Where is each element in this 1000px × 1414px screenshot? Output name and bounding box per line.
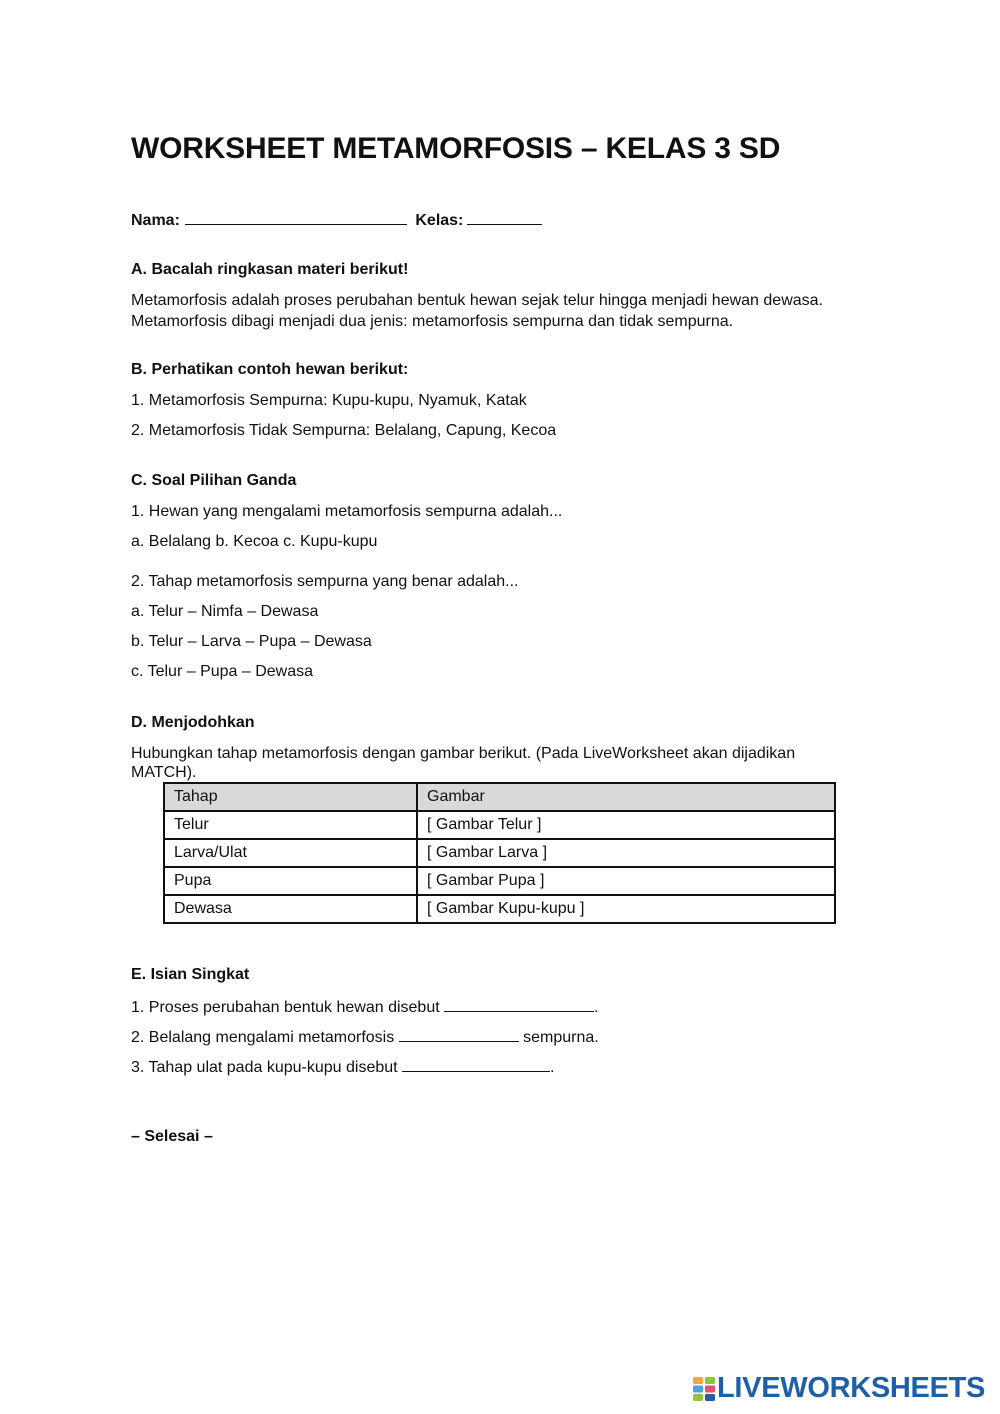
- question-2-option[interactable]: c. Telur – Pupa – Dewasa: [131, 663, 314, 680]
- page-title: WORKSHEET METAMORFOSIS – KELAS 3 SD: [131, 132, 781, 165]
- question-1-options[interactable]: a. Belalang b. Kecoa c. Kupu-kupu: [131, 533, 378, 550]
- section-b-item: 2. Metamorfosis Tidak Sempurna: Belalang, Capung, Kecoa: [131, 422, 557, 439]
- question-2: 2. Tahap metamorfosis sempurna yang benar adalah...: [131, 573, 519, 590]
- question-2-option[interactable]: a. Telur – Nimfa – Dewasa: [131, 603, 319, 620]
- table-row: [164, 867, 835, 895]
- fill-question-2: [131, 1027, 599, 1047]
- fill-question-1: [131, 997, 599, 1017]
- section-e-heading: E. Isian Singkat: [131, 966, 250, 983]
- table-cell[interactable]: [ Gambar Kupu-kupu ]: [417, 895, 835, 923]
- table-cell[interactable]: Larva/Ulat: [164, 839, 417, 867]
- fill-question-text: 2. Belalang mengalami metamorfosis: [131, 1029, 395, 1046]
- table-cell[interactable]: Telur: [164, 811, 417, 839]
- table-header: Gambar: [417, 783, 835, 811]
- table-cell[interactable]: Dewasa: [164, 895, 417, 923]
- fill-question-suffix: .: [550, 1059, 555, 1076]
- table-cell[interactable]: [ Gambar Pupa ]: [417, 867, 835, 895]
- fill-question-text: 1. Proses perubahan bentuk hewan disebut: [131, 999, 440, 1016]
- answer-blank[interactable]: [444, 997, 594, 1012]
- table-header: Tahap: [164, 783, 417, 811]
- table-row: [164, 895, 835, 923]
- nama-label: Nama:: [131, 212, 180, 229]
- table-row: [164, 839, 835, 867]
- kelas-label: Kelas:: [415, 212, 464, 229]
- kelas-blank[interactable]: [467, 210, 542, 225]
- answer-blank[interactable]: [402, 1057, 550, 1072]
- section-b-heading: B. Perhatikan contoh hewan berikut:: [131, 361, 409, 378]
- closing-text: – Selesai –: [131, 1128, 213, 1145]
- question-1: 1. Hewan yang mengalami metamorfosis sempurna adalah...: [131, 503, 563, 520]
- section-b-item: 1. Metamorfosis Sempurna: Kupu-kupu, Nyamuk, Katak: [131, 392, 527, 409]
- table-cell[interactable]: [ Gambar Larva ]: [417, 839, 835, 867]
- section-a-heading: A. Bacalah ringkasan materi berikut!: [131, 261, 409, 278]
- fill-question-suffix: sempurna.: [523, 1029, 599, 1046]
- identity-row: [131, 210, 542, 230]
- section-d-heading: D. Menjodohkan: [131, 714, 255, 731]
- fill-question-suffix: .: [594, 999, 599, 1016]
- table-header-row: [164, 783, 835, 811]
- liveworksheets-wordmark: LIVEWORKSHEETS: [717, 1372, 986, 1404]
- question-2-option[interactable]: b. Telur – Larva – Pupa – Dewasa: [131, 633, 372, 650]
- section-d-instruction: Hubungkan tahap metamorfosis dengan gambar berikut. (Pada LiveWorksheet akan dijadikan MATCH).: [131, 745, 796, 781]
- match-table: [163, 782, 836, 924]
- nama-blank[interactable]: [185, 210, 407, 225]
- answer-blank[interactable]: [399, 1027, 519, 1042]
- section-a-paragraph: Metamorfosis adalah proses perubahan bentuk hewan sejak telur hingga menjadi hewan dewasa. Metamorfosis dibagi menjadi dua jenis: metamorfosis sempurna dan tidak sempurna.: [131, 292, 823, 330]
- liveworksheets-logo-icon: [693, 1377, 715, 1401]
- table-row: [164, 811, 835, 839]
- table-cell[interactable]: Pupa: [164, 867, 417, 895]
- section-c-heading: C. Soal Pilihan Ganda: [131, 472, 297, 489]
- fill-question-3: [131, 1057, 554, 1077]
- table-cell[interactable]: [ Gambar Telur ]: [417, 811, 835, 839]
- fill-question-text: 3. Tahap ulat pada kupu-kupu disebut: [131, 1059, 398, 1076]
